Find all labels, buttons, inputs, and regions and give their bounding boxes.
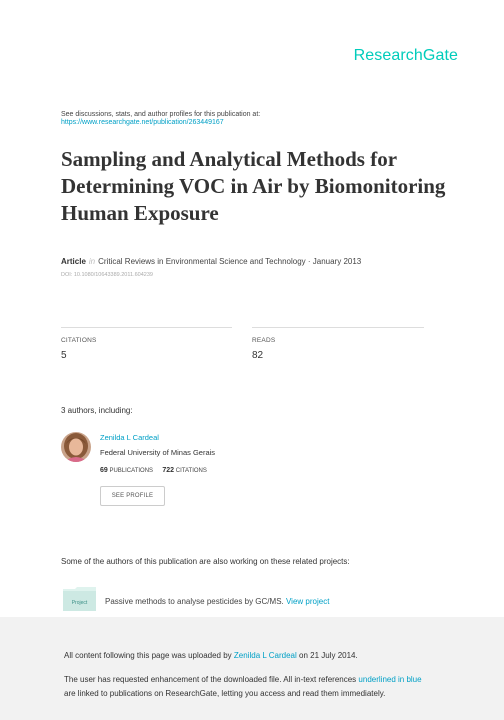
article-type: Article bbox=[61, 257, 86, 266]
journal-date: Critical Reviews in Environmental Science and Technology · January 2013 bbox=[98, 257, 362, 266]
project-icon-label: Project bbox=[71, 600, 88, 606]
author-publications-count: 69 bbox=[100, 467, 108, 474]
upload-prefix: All content following this page was uploaded by bbox=[64, 651, 232, 660]
citations-label: CITATIONS bbox=[61, 337, 97, 344]
in-label: in bbox=[88, 257, 96, 266]
publication-link[interactable]: https://www.researchgate.net/publication/263449167 bbox=[61, 119, 224, 126]
doi: DOI: 10.1080/10643389.2011.604239 bbox=[61, 272, 153, 278]
discussion-text: See discussions, stats, and author profiles for this publication at: bbox=[61, 111, 261, 118]
author-citations-count: 722 bbox=[162, 467, 175, 474]
citations-value: 5 bbox=[61, 350, 67, 361]
author-citations-label: CITATIONS bbox=[175, 468, 207, 474]
notice-line2: are linked to publications on ResearchGate, letting you access and read them immediately. bbox=[64, 689, 386, 698]
notice-prefix: The user has requested enhancement of the downloaded file. All in-text references bbox=[64, 675, 357, 684]
enhancement-notice bbox=[64, 673, 422, 701]
author-avatar[interactable] bbox=[61, 432, 91, 462]
upload-line bbox=[64, 651, 358, 660]
related-projects-heading: Some of the authors of this publication are also working on these related projects: bbox=[61, 557, 350, 566]
reads-value: 82 bbox=[252, 350, 264, 361]
underlined-in-blue-link[interactable]: underlined in blue bbox=[358, 675, 422, 684]
uploader-link[interactable]: Zenilda L Cardeal bbox=[233, 651, 297, 660]
author-publications-label: PUBLICATIONS bbox=[109, 468, 154, 474]
footer bbox=[0, 617, 504, 720]
reads-label: READS bbox=[252, 337, 276, 344]
publication-meta bbox=[61, 257, 361, 266]
upload-suffix: on 21 July 2014. bbox=[299, 651, 358, 660]
author-name[interactable]: Zenilda L Cardeal bbox=[100, 433, 159, 442]
researchgate-logo[interactable]: ResearchGate bbox=[353, 47, 458, 64]
project-icon bbox=[63, 587, 96, 611]
project-item bbox=[105, 597, 329, 606]
divider-citations bbox=[61, 327, 232, 328]
authors-heading: 3 authors, including: bbox=[61, 406, 133, 415]
author-institution: Federal University of Minas Gerais bbox=[100, 448, 216, 457]
see-profile-button[interactable]: SEE PROFILE bbox=[100, 486, 165, 506]
view-project-link[interactable]: View project bbox=[285, 597, 330, 606]
divider-reads bbox=[252, 327, 424, 328]
project-title: Passive methods to analyse pesticides by GC/MS. bbox=[105, 597, 284, 606]
avatar-photo-icon bbox=[61, 432, 91, 462]
publication-title: Sampling and Analytical Methods for Determining VOC in Air by Biomonitoring Human Exposure bbox=[61, 147, 446, 225]
author-stats bbox=[100, 467, 207, 474]
